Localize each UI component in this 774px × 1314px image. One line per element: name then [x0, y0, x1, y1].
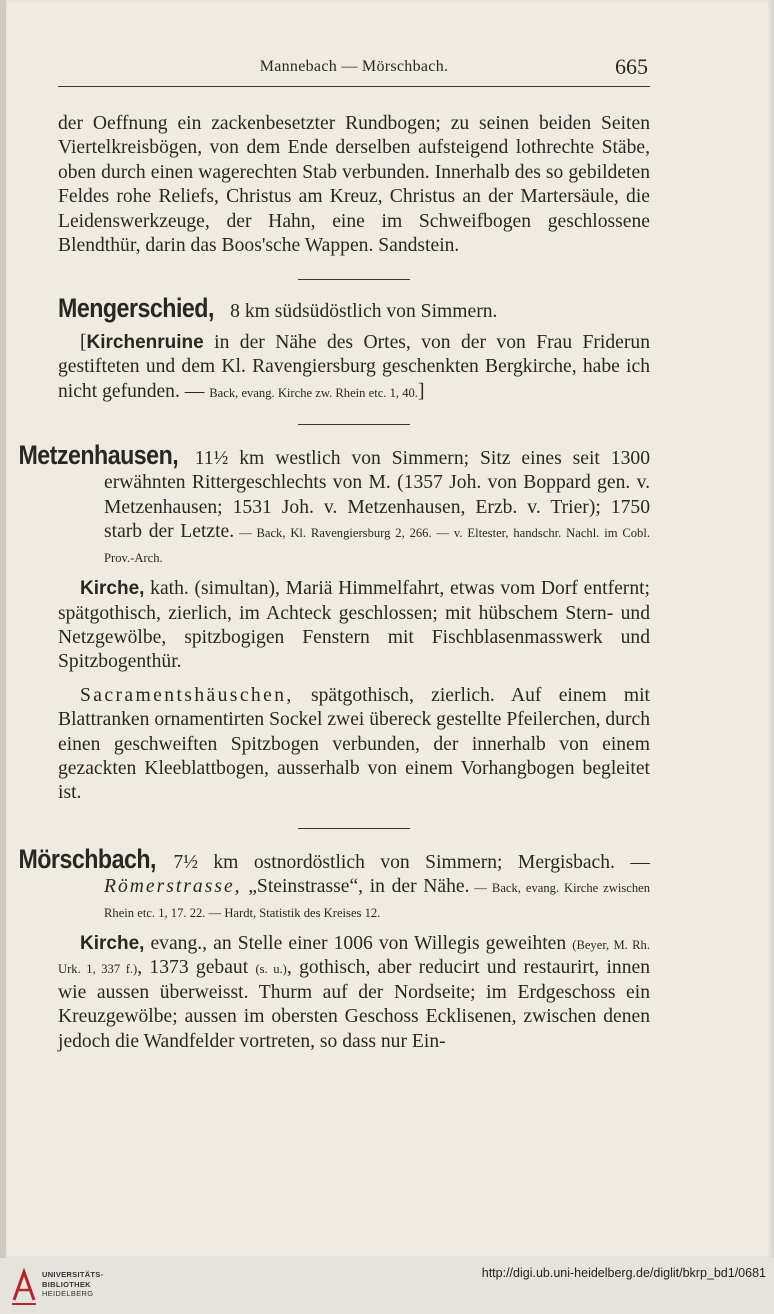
- term-kirchenruine: Kirchenruine: [86, 331, 204, 353]
- entry-heading: Metzenhausen,: [18, 440, 179, 471]
- reference: (s. u.): [255, 962, 287, 977]
- header-title: Mannebach — Mörschbach.: [259, 58, 449, 75]
- running-header: [58, 56, 650, 87]
- reference: — Back, evang. Kirche zwischen Rhein etc. 1, 17. 22. — Hardt, Statistik des Kreises 12.: [104, 881, 651, 920]
- entry-moerschbach: Mörschbach, 7½ km ostnordöstlich von Simmern; Mergisbach. — Römerstrasse, „Steinstrasse“, in der Nähe. — Back, evang. Kirche zwischen Rhein etc. 1, 17. 22. — Hardt, Statistik des Kreises 12.: [18, 843, 651, 920]
- reference: — Back, Kl. Ravengiersburg 2, 266. — v. Eltester, handschr. Nachl. im Cobl. Prov.-Arch.: [104, 526, 650, 565]
- permalink-url[interactable]: http://digi.ub.uni-heidelberg.de/diglit/bkrp_bd1/0681: [481, 1266, 766, 1280]
- reference: Back, evang. Kirche zw. Rhein etc. 1, 40.: [209, 385, 418, 400]
- term-roemerstrasse: Römerstrasse,: [104, 876, 242, 898]
- entry-mengerschied: [58, 293, 650, 324]
- entry-description: 7½ km ostnordöstlich von Simmern; Mergisbach. —: [173, 851, 650, 873]
- section-separator: [298, 424, 410, 425]
- entry-description: 8 km südsüdöstlich von Simmern.: [230, 301, 498, 323]
- entry-description: 11½ km westlich von Simmern; Sitz eines seit 1300 erwähnten Rittergeschlechts von M. (1357 Joh. von Boppard gen. v. Metzenhausen; 1531 Joh. v. Metzenhausen, Erzb. v. Trier); 1750 starb der Letzte.: [104, 448, 650, 543]
- university-name: UNIVERSITÄTS- BIBLIOTHEK HEIDELBERG: [42, 1270, 104, 1298]
- page-body: [18, 112, 651, 1054]
- university-logo-icon: [10, 1266, 38, 1306]
- reference: (Beyer, M. Rh. Urk. 1, 337 f.): [58, 937, 650, 977]
- page-number: 665: [615, 54, 648, 79]
- term-kirche: Kirche,: [80, 578, 145, 600]
- paragraph-continuation: der Oeffnung ein zackenbesetzter Rundbogen; zu seinen beiden Seiten Viertelkreisbögen, von dem Ende derselben aufsteigend lothrechte Stäbe, oben durch einen wagerechten Stab verbunden. Innerhalb des so gebildeten Feldes rohe Reliefs, Christus am Kreuz, Christus an der Martersäule, die Leidenswerkzeuge, der Hahn, eine im Schweifbogen geschlossene Blendthür, darin das Boos'sche Wappen. Sandstein.: [58, 113, 650, 257]
- term-sacramentshaeuschen: Sacramentshäuschen,: [80, 684, 294, 706]
- viewer-footer: [0, 1258, 774, 1314]
- metzenhausen-sacramentshaeuschen: Sacramentshäuschen, spätgothisch, zierlich. Auf einem mit Blattranken ornamentirten Sockel zwei übereck gestellte Pfeilerchen, durch einen geschweiften Spitzbogen verbunden, der innerhalb von einem gezackten Kleeblattbogen, ausserhalb von einem Vorhangbogen begleitet ist.: [58, 684, 650, 804]
- moerschbach-kirche: Kirche, evang., an Stelle einer 1006 von Willegis geweihten (Beyer, M. Rh. Urk. 1, 337 f.), 1373 gebaut (s. u.), gothisch, aber reducirt und restaurirt, innen wie aussen überweisst. Thurm auf der Nordseite; im Erdgeschoss ein Kreuzgewölbe; aussen im obersten Geschoss Ecklisenen, zwischen denen jedoch die Wandfelder vortreten, so dass nur Ein-: [58, 932, 651, 1052]
- entry-metzenhausen: [18, 440, 650, 569]
- section-separator: [298, 279, 410, 280]
- metzenhausen-kirche: Kirche, kath. (simultan), Mariä Himmelfahrt, etwas vom Dorf entfernt; spätgothisch, zierlich, im Achteck geschlossen; mit hübschem Stern- und Netzgewölbe, spitzbogigen Fenstern mit Fischblasenmasswerk und Spitzbogenthür.: [58, 578, 650, 673]
- section-separator: [298, 828, 410, 829]
- entry-heading: Mengerschied,: [58, 293, 214, 324]
- term-kirche: Kirche,: [80, 932, 145, 954]
- mengerschied-paragraph: [Kirchenruine in der Nähe des Ortes, von der von Frau Friderun gestifteten und dem Kl. Ravengiersburg geschenkten Bergkirche, habe ich nicht gefunden. — Back, evang. Kirche zw. Rhein etc. 1, 40.]: [58, 331, 650, 402]
- entry-heading: Mörschbach,: [18, 843, 156, 874]
